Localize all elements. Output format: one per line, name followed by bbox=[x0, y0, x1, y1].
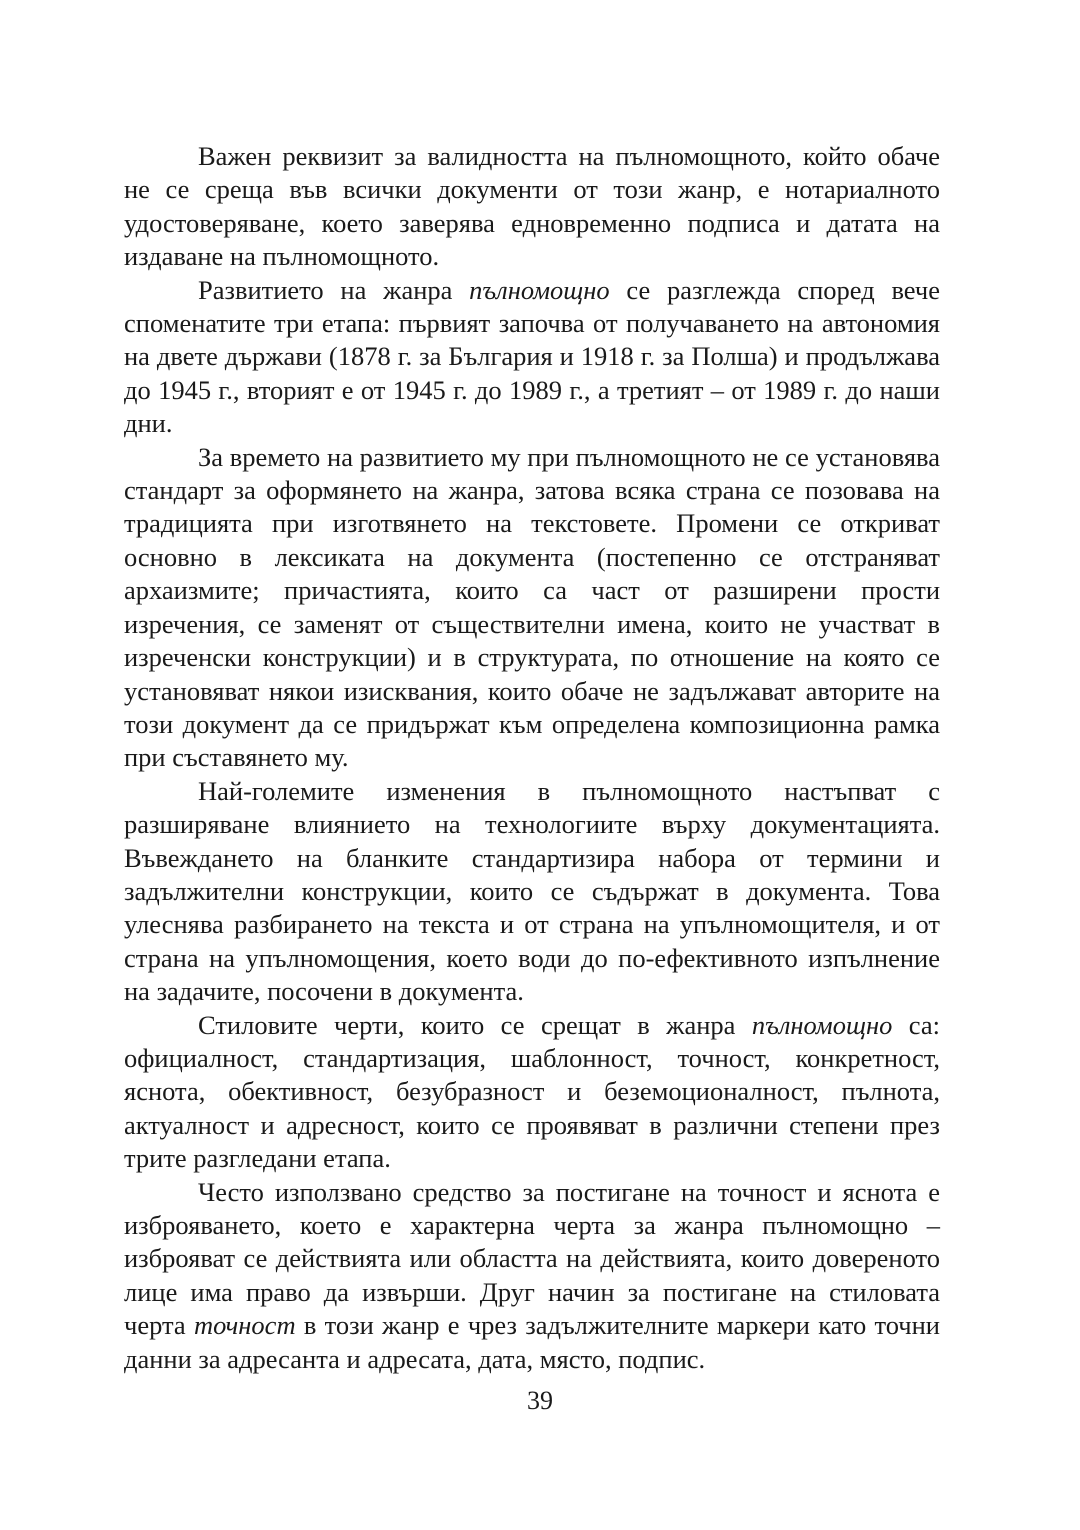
paragraph-6-after: в този жанр е чрез задължителните маркери като точни данни за адресанта и адресата, дата, място, подпис. bbox=[124, 1310, 940, 1374]
paragraph-5-italic-term: пълномощно bbox=[751, 1009, 893, 1040]
paragraph-1-text: Важен реквизит за валидността на пълномощното, който обаче не се среща във всички документи от този жанр, е нотариалното удостоверяване, което заверява едновременно подписа и датата на издаване на пълномощното. bbox=[124, 141, 940, 272]
paragraph-4-text: Най-големите изменения в пълномощното настъпват с разширяване влиянието на технологиите върху документацията. Въвеждането на бланките стандартизира набора от термини и задължителни конструкции, които се съдържат в документа. Това улеснява разбирането на текста и от страна на упълномощителя, и от страна на упълномощения, което води до по-ефективното изпълнение на задачите, посочени в документа. bbox=[124, 775, 940, 1007]
paragraph-2-after: се разглежда според вече споменатите три етапа: първият започва от получаването на автономия на двете държави (1878 г. за България и 1918 г. за Полша) и продължава до 1945 г., вторият е от 1945 г. до 1989 г., а третият – от 1989 г. до наши дни. bbox=[124, 274, 940, 439]
paragraph-4 bbox=[124, 775, 940, 1009]
paragraph-3-text: За времето на развитието му при пълномощното не се установява стандарт за оформянето на жанра, затова всяка страна се позовава на традицията при изготвянето на текстовете. Промени се откриват основно в лексиката на документа (постепенно се отстраняват архаизмите; причастията, които са част от разширени прости изречения, се заменят от съществителни имена, които не участват в изреченски конструкции) и в структурата, по отношение на която се установяват някои изисквания, които обаче не задължават авторите на този документ да се придържат към определена композиционна рамка при съставянето му. bbox=[124, 441, 940, 773]
paragraph-6 bbox=[124, 1176, 940, 1376]
paragraph-6-italic-term: точност bbox=[193, 1310, 296, 1341]
paragraph-1 bbox=[124, 140, 940, 274]
page-number: 39 bbox=[527, 1386, 553, 1415]
paragraph-5-after: са: официалност, стандартизация, шаблонност, точност, конкретност, яснота, обективност, безубразност и беземоционалност, пълнота, актуалност и адресност, които се проявяват в различни степени през трите разгледани етапа. bbox=[124, 1009, 940, 1174]
paragraph-5 bbox=[124, 1009, 940, 1176]
body-text bbox=[124, 140, 940, 1376]
paragraph-3 bbox=[124, 441, 940, 775]
paragraph-5-before: Стиловите черти, които се срещат в жанра bbox=[198, 1009, 752, 1040]
paragraph-2-before: Развитието на жанра bbox=[198, 274, 470, 305]
paragraph-6-before: Често използвано средство за постигане на точност и яснота е изброяването, което е характерна черта за жанра пълномощно – изброяват се действията или областта на действията, които довереното лице има право да извърши. Друг начин за постигане на стиловата черта bbox=[124, 1176, 940, 1341]
paragraph-2 bbox=[124, 274, 940, 441]
paragraph-2-italic-term: пълномощно bbox=[469, 274, 610, 305]
